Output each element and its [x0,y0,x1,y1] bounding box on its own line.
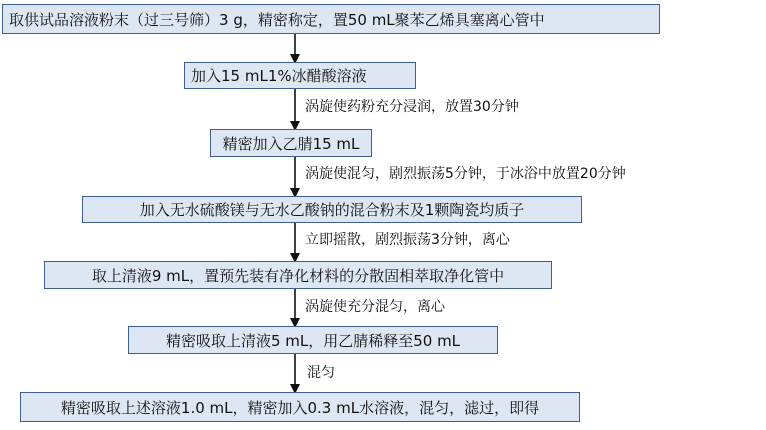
step-5-text: 取上清液9 mL，置预先装有净化材料的分散固相萃取净化管中 [91,266,505,285]
step-1-box [2,4,660,34]
transition-5-label: 混匀 [307,365,335,381]
step-6-box [128,326,498,354]
step-5-box [44,261,552,289]
transition-3-label: 立即摇散，剧烈振荡3分钟，离心 [305,232,510,248]
step-2-box [184,62,416,89]
step-3-box [210,129,372,157]
step-4-box [82,196,582,223]
transition-4-label: 涡旋使充分混匀，离心 [305,299,445,315]
transition-1-label: 涡旋使药粉充分浸润，放置30分钟 [305,99,519,115]
step-2-text: 加入15 mL1%冰醋酸溶液 [191,67,367,85]
transition-2-label: 涡旋使混匀，剧烈振荡5分钟，于冰浴中放置20分钟 [305,166,626,182]
step-1-text: 取供试品溶液粉末（过三号筛）3 g，精密称定，置50 mL聚苯乙烯具塞离心管中 [9,10,545,29]
step-4-text: 加入无水硫酸镁与无水乙酸钠的混合粉末及1颗陶瓷均质子 [139,201,525,219]
step-7-box [20,392,580,422]
step-6-text: 精密吸取上清液5 mL，用乙腈稀释至50 mL [165,331,461,350]
step-3-text: 精密加入乙腈15 mL [222,134,360,153]
step-7-text: 精密吸取上述溶液1.0 mL，精密加入0.3 mL水溶液，混匀，滤过，即得 [60,398,540,417]
